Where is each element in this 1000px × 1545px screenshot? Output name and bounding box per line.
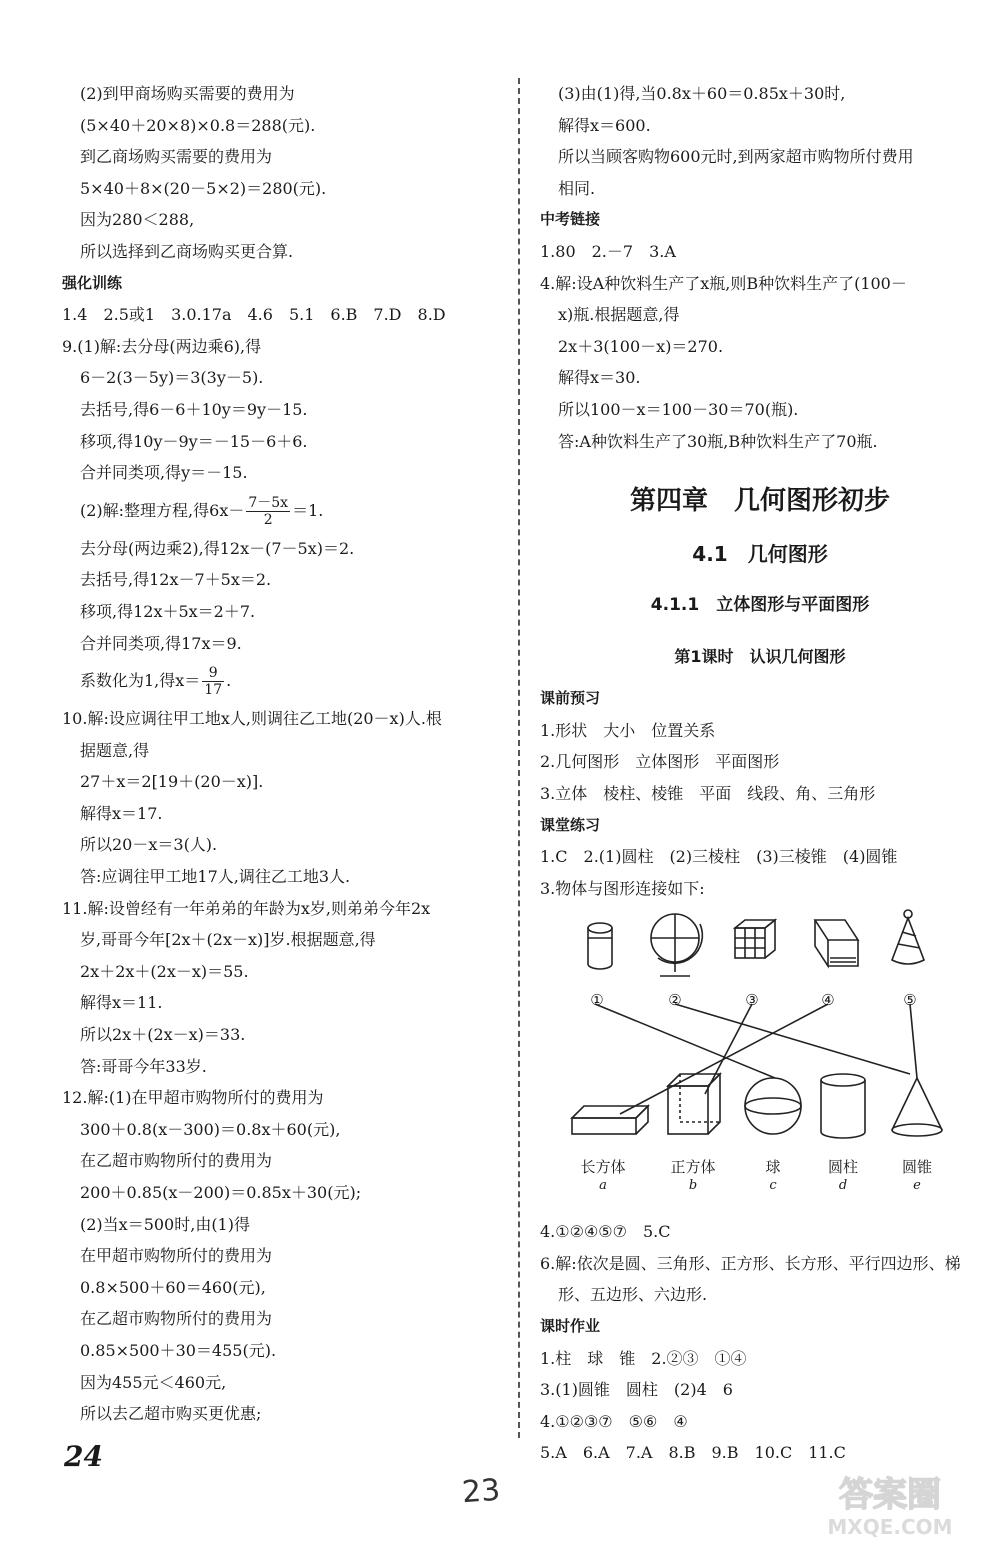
text-line: 形、五边形、六边形. [558,1285,708,1305]
left-column [62,78,502,1430]
section-heading: 中考链接 [540,210,601,229]
text-line: 3.物体与图形连接如下: [540,878,705,898]
text-line: 0.85×500＋30＝455(元). [80,1340,277,1360]
left-lines-b [62,533,502,659]
text-line: 200＋0.85(x－200)＝0.85x＋30(元); [80,1183,362,1202]
text-line: 27＋x＝2[19＋(20－x)]. [80,772,264,792]
shape-label-sphere: 球 [765,1158,781,1177]
rubiks-cube-object-icon [735,920,775,958]
section-heading: 课前预习 [540,689,601,708]
eq1-suffix: ＝1. [292,500,324,520]
text-line: 0.8×500＋60＝460(元), [80,1277,266,1297]
shape-label-cuboid: 长方体 [580,1158,626,1177]
section-title: 4.1 几何图形 [692,542,828,567]
text-line: 所以20－x＝3(人). [80,835,218,855]
shape-label-cube: 正方体 [670,1158,716,1177]
text-line: 解得x＝30. [558,368,641,388]
shape-letter-a: a [599,1178,607,1194]
number-label-1: ① [590,991,604,1010]
text-line: 2x＋2x＋(2x－x)＝55. [80,961,249,981]
text-line: 移项,得12x＋5x＝2＋7. [80,601,256,621]
section-heading: 强化训练 [62,273,123,292]
text-line: 2x＋3(100－x)＝270. [558,336,724,356]
text-line: 1.形状 大小 位置关系 [540,720,716,740]
equation-fraction-1 [62,489,502,533]
section-heading: 课堂练习 [540,815,601,834]
text-line: 在乙超市购物所付的费用为 [80,1151,273,1171]
page-number: 24 [64,1440,103,1473]
text-line: 所以当顾客购物600元时,到两家超市购物所付费用 [558,147,914,167]
number-label-3: ③ [745,991,759,1010]
cone-shape [892,1078,942,1136]
text-line: 因为280＜288, [80,210,195,230]
text-line: 1.C 2.(1)圆柱 (2)三棱柱 (3)三棱锥 (4)圆锥 [540,847,898,867]
shape-letter-c: c [769,1178,777,1194]
left-lines-a [62,78,502,489]
text-line: 4.解:设A种饮料生产了x瓶,则B种饮料生产了(100－ [540,273,907,293]
right-column [540,78,980,1469]
text-line: 1.80 2.－7 3.A [540,241,676,261]
text-line: 6－2(3－5y)＝3(3y－5). [80,368,264,388]
party-hat-object-icon [892,910,924,964]
equation-fraction-2 [62,659,502,703]
text-line: 5×40＋8×(20－5×2)＝280(元). [80,178,327,198]
text-line: 9.(1)解:去分母(两边乘6),得 [62,336,262,356]
text-line: 2.几何图形 立体图形 平面图形 [540,752,780,772]
text-line: 答:哥哥今年33岁. [80,1056,207,1076]
text-line: 5.A 6.A 7.A 8.B 9.B 10.C 11.C [540,1443,846,1463]
fraction-denominator: 17 [204,682,223,699]
text-line: 解得x＝11. [80,993,163,1013]
eq2-prefix: 系数化为1,得x＝ [80,671,201,691]
text-line: 3.立体 棱柱、棱锥 平面 线段、角、三角形 [540,783,876,803]
svg-text:答案圈: 答案圈 [839,1475,941,1515]
text-line: 6.解:依次是圆、三角形、正方形、长方形、平行四边形、梯 [540,1253,961,1273]
text-line: 合并同类项,得17x＝9. [80,633,242,653]
text-line: 解得x＝17. [80,803,163,823]
column-divider [518,78,520,1438]
fraction [246,495,290,528]
text-line: 4.①②③⑦ ⑤⑥ ④ [540,1411,688,1431]
text-line: (3)由(1)得,当0.8x＋60＝0.85x＋30时, [558,84,846,103]
book-object-icon [815,920,858,966]
shape-letter-e: e [913,1178,921,1194]
text-line: 解得x＝600. [558,115,651,135]
text-line: 合并同类项,得y＝－15. [80,463,248,483]
watermark-logo [790,1468,990,1544]
text-line: 据题意,得 [80,740,150,760]
matching-figure [540,906,980,1216]
text-line: 所以100－x＝100－30＝70(瓶). [558,399,799,419]
text-line: 1.4 2.5或1 3.0.17a 4.6 5.1 6.B 7.D 8.D [62,305,446,325]
fraction-denominator: 2 [263,511,273,528]
shape-letter-d: d [838,1178,848,1194]
cylinder-shape [821,1074,865,1138]
sphere-shape [745,1078,801,1134]
svg-text:MXQE.COM: MXQE.COM [827,1515,953,1539]
lesson-title: 第1课时 认识几何图形 [674,647,846,667]
number-label-4: ④ [821,991,835,1010]
text-line: 岁,哥哥今年[2x＋(2x－x)]岁.根据题意,得 [80,930,376,950]
text-line: 答:应调往甲工地17人,调往乙工地3人. [80,867,351,887]
cuboid-shape [572,1106,648,1134]
right-lines-a [540,78,980,457]
text-line: x)瓶.根据题意,得 [558,305,680,325]
text-line: 4.①②④⑤⑦ 5.C [540,1222,671,1242]
fraction-numerator: 9 [202,665,224,682]
subsection-title: 4.1.1 立体图形与平面图形 [650,595,870,616]
text-line: 1.柱 球 锥 2.②③ ①④ [540,1348,747,1368]
text-line: 因为455元＜460元, [80,1372,227,1392]
cup-object-icon [588,923,612,969]
fraction-numerator: 7－5x [248,494,289,511]
text-line: 在乙超市购物所付的费用为 [80,1309,273,1329]
right-lines-b [540,683,980,904]
text-line: 到乙商场购买需要的费用为 [80,147,273,167]
eq2-suffix: . [226,671,232,691]
text-line: 移项,得10y－9y＝－15－6＋6. [80,431,308,451]
text-line: 去括号,得12x－7＋5x＝2. [80,570,272,590]
chapter-title: 第四章 几何图形初步 [629,486,890,517]
right-lines-c [540,1216,980,1469]
cube-shape [668,1074,720,1134]
handwritten-mark: 23 [460,1472,502,1511]
text-line: 在甲超市购物所付的费用为 [80,1246,273,1266]
number-label-2: ② [668,991,682,1010]
text-line: 10.解:设应调往甲工地x人,则调往乙工地(20－x)人.根 [62,709,442,729]
text-line: 相同. [558,178,596,198]
shape-letter-b: b [688,1178,698,1194]
text-line: 11.解:设曾经有一年弟弟的年龄为x岁,则弟弟今年2x [62,898,431,918]
text-line: 去分母(两边乘2),得12x－(7－5x)＝2. [80,538,355,558]
text-line: 所以2x＋(2x－x)＝33. [80,1025,246,1045]
text-line: 去括号,得6－6＋10y＝9y－15. [80,399,308,419]
shape-label-cylinder: 圆柱 [827,1158,858,1177]
text-line: (2)到甲商场购买需要的费用为 [80,84,295,103]
shape-label-cone: 圆锥 [901,1158,932,1177]
text-line: (2)当x＝500时,由(1)得 [80,1214,250,1234]
text-line: 所以选择到乙商场购买更合算. [80,241,294,261]
text-line: 所以去乙超市购买更优惠; [80,1404,262,1424]
number-label-5: ⑤ [903,991,917,1010]
fraction [202,665,224,698]
globe-object-icon [651,914,702,976]
text-line: 12.解:(1)在甲超市购物所付的费用为 [62,1088,324,1108]
text-line: 300＋0.8(x－300)＝0.8x＋60(元), [80,1119,341,1139]
eq1-prefix: (2)解:整理方程,得6x－ [80,500,245,520]
text-line: 3.(1)圆锥 圆柱 (2)4 6 [540,1380,733,1400]
left-lines-c [62,703,502,1430]
text-line: (5×40＋20×8)×0.8＝288(元). [80,115,316,135]
text-line: 答:A种饮料生产了30瓶,B种饮料生产了70瓶. [558,431,878,451]
section-heading: 课时作业 [540,1317,601,1336]
